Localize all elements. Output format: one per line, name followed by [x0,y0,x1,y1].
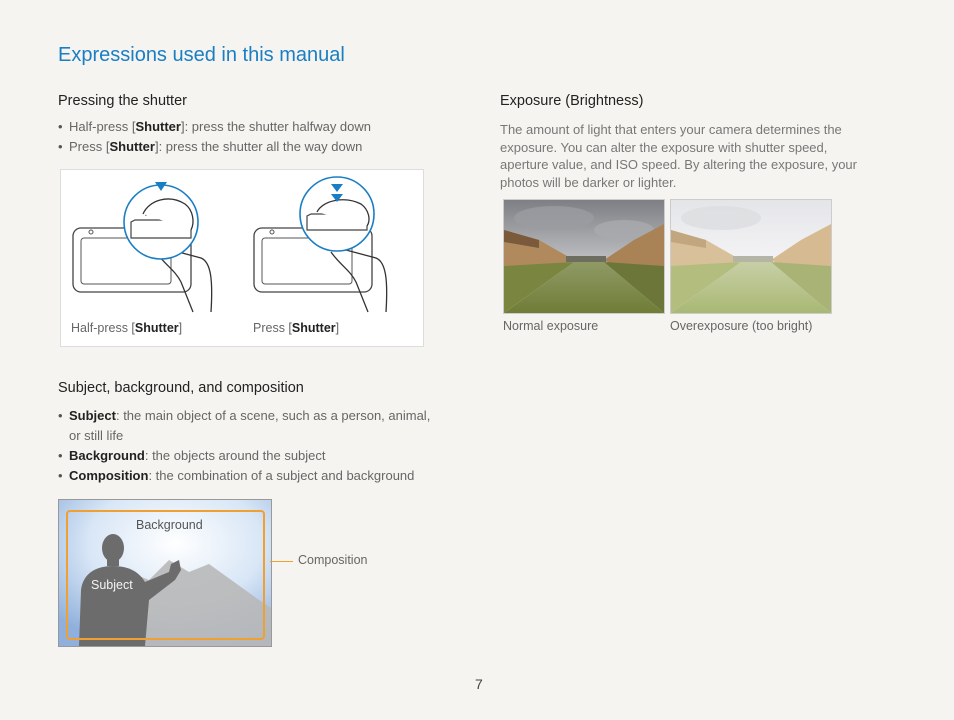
shutter-bullets [58,117,458,157]
exposure-description: The amount of light that enters your camera determines the exposure. You can alter the exposure with shutter speed, aperture value, and ISO speed. By altering the exposure, your photos will be darker or lighter. [500,122,857,190]
bullet-press: • Press [Shutter]: press the shutter all the way down [58,137,458,157]
composition-label: Composition [298,553,368,567]
bullet-composition: • Composition: the combination of a subject and background [58,466,468,486]
bullet-half-press: • Half-press [Shutter]: press the shutter halfway down [58,117,458,137]
subject-bullets [58,406,468,486]
page-title: Expressions used in this manual [58,44,345,66]
half-press-illustration [73,182,212,312]
shutter-heading: Pressing the shutter [58,93,187,109]
bullet-subject: • Subject: the main object of a scene, such as a person, animal, or still life [58,406,468,446]
normal-exposure-photo [503,199,665,314]
exposure-heading: Exposure (Brightness) [500,93,644,109]
overexposure-photo [670,199,832,314]
page-number: 7 [475,676,483,692]
shutter-illustration [61,170,423,346]
composition-leader-line [270,561,293,562]
press-caption: Press [Shutter] [253,321,340,335]
subject-heading: Subject, background, and composition [58,380,304,396]
full-press-illustration [254,177,387,312]
bullet-background: • Background: the objects around the subject [58,446,468,466]
composition-illustration [58,499,272,647]
normal-exposure-caption: Normal exposure [503,319,599,333]
shutter-illustration-panel [60,169,424,347]
subject-label: Subject [91,578,133,592]
half-press-caption: Half-press [Shutter] [71,321,183,335]
background-label: Background [136,518,203,532]
overexposure-caption: Overexposure (too bright) [670,319,813,333]
